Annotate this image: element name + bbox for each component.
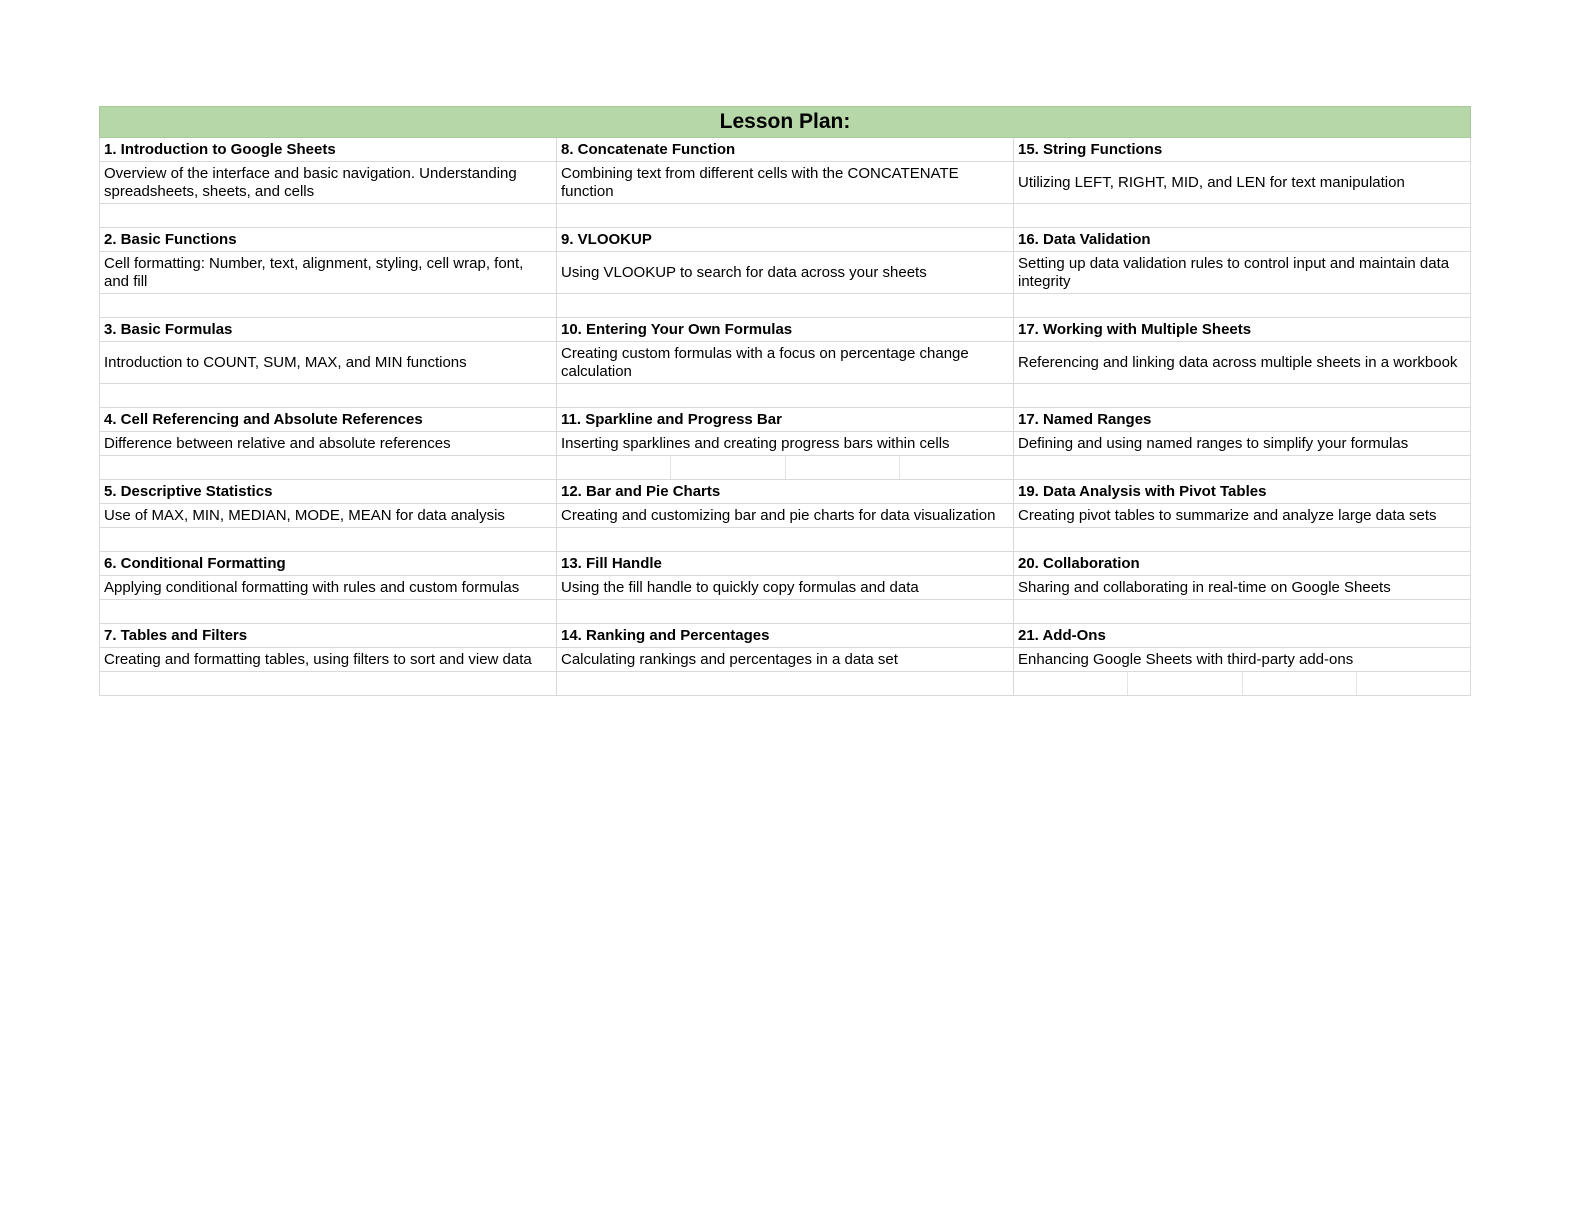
lesson-heading: 9. VLOOKUP [557,228,1014,252]
lesson-description-row [100,252,1471,294]
lesson-heading-row [100,552,1471,576]
table-title: Lesson Plan: [100,107,1471,138]
empty-subcell [900,456,1013,479]
empty-cell [1014,384,1471,408]
lesson-description: Calculating rankings and percentages in a data set [557,648,1014,672]
lesson-description-row [100,648,1471,672]
lesson-description: Creating pivot tables to summarize and analyze large data sets [1014,504,1471,528]
lesson-heading: 19. Data Analysis with Pivot Tables [1014,480,1471,504]
lesson-description: Creating and formatting tables, using filters to sort and view data [100,648,557,672]
spacer-row [100,384,1471,408]
lesson-heading: 16. Data Validation [1014,228,1471,252]
empty-cell [557,294,1014,318]
lesson-description: Referencing and linking data across multiple sheets in a workbook [1014,342,1471,384]
lesson-description-row [100,576,1471,600]
lesson-heading: 3. Basic Formulas [100,318,557,342]
lesson-heading: 1. Introduction to Google Sheets [100,138,557,162]
spacer-row [100,294,1471,318]
lesson-description: Difference between relative and absolute references [100,432,557,456]
empty-cell [557,528,1014,552]
lesson-description: Creating custom formulas with a focus on percentage change calculation [557,342,1014,384]
spacer-row [100,204,1471,228]
empty-subcell [1128,672,1242,695]
empty-subcell [1357,672,1470,695]
lesson-description: Inserting sparklines and creating progress bars within cells [557,432,1014,456]
empty-subcell [671,456,785,479]
lesson-description: Introduction to COUNT, SUM, MAX, and MIN functions [100,342,557,384]
empty-cell [100,456,557,480]
lesson-description: Using the fill handle to quickly copy formulas and data [557,576,1014,600]
lesson-heading-row [100,138,1471,162]
lesson-heading: 4. Cell Referencing and Absolute References [100,408,557,432]
spacer-row [100,456,1471,480]
empty-cell [100,384,557,408]
empty-cell [557,204,1014,228]
lesson-heading: 6. Conditional Formatting [100,552,557,576]
lesson-description: Cell formatting: Number, text, alignment, styling, cell wrap, font, and fill [100,252,557,294]
lesson-heading: 10. Entering Your Own Formulas [557,318,1014,342]
empty-cell [1014,528,1471,552]
lesson-description: Use of MAX, MIN, MEDIAN, MODE, MEAN for data analysis [100,504,557,528]
lesson-heading: 14. Ranking and Percentages [557,624,1014,648]
empty-cell [100,204,557,228]
empty-cell [1014,204,1471,228]
lesson-heading-row [100,318,1471,342]
lesson-heading: 7. Tables and Filters [100,624,557,648]
lesson-description: Sharing and collaborating in real-time on Google Sheets [1014,576,1471,600]
lesson-description: Creating and customizing bar and pie charts for data visualization [557,504,1014,528]
lesson-heading: 17. Working with Multiple Sheets [1014,318,1471,342]
lesson-heading-row [100,408,1471,432]
lesson-heading: 5. Descriptive Statistics [100,480,557,504]
title-row [100,107,1471,138]
spacer-row [100,672,1471,696]
lesson-description-row [100,504,1471,528]
empty-cell [1014,600,1471,624]
split-cell-group [557,456,1013,479]
lesson-description-row [100,162,1471,204]
empty-cell [1014,294,1471,318]
empty-subcell [1243,672,1357,695]
lesson-heading-row [100,228,1471,252]
lesson-heading: 11. Sparkline and Progress Bar [557,408,1014,432]
empty-cell [1014,456,1471,480]
empty-cell [557,384,1014,408]
lesson-description-row [100,432,1471,456]
empty-subcell [557,456,671,479]
empty-cell [100,528,557,552]
lesson-description: Using VLOOKUP to search for data across your sheets [557,252,1014,294]
split-cell-group [1014,672,1470,695]
lesson-heading: 15. String Functions [1014,138,1471,162]
empty-cell [100,600,557,624]
lesson-heading: 20. Collaboration [1014,552,1471,576]
lesson-heading: 12. Bar and Pie Charts [557,480,1014,504]
lesson-description: Defining and using named ranges to simplify your formulas [1014,432,1471,456]
lesson-plan-table [99,106,1471,696]
spacer-row [100,600,1471,624]
lesson-heading: 13. Fill Handle [557,552,1014,576]
empty-cell [100,672,557,696]
lesson-description: Utilizing LEFT, RIGHT, MID, and LEN for text manipulation [1014,162,1471,204]
lesson-heading: 2. Basic Functions [100,228,557,252]
empty-subcell [786,456,900,479]
lesson-description: Enhancing Google Sheets with third-party add-ons [1014,648,1471,672]
lesson-heading: 8. Concatenate Function [557,138,1014,162]
empty-cell-split [557,456,1014,480]
lesson-heading: 21. Add-Ons [1014,624,1471,648]
lesson-heading-row [100,480,1471,504]
lesson-description: Setting up data validation rules to control input and maintain data integrity [1014,252,1471,294]
lesson-description-row [100,342,1471,384]
lesson-description: Combining text from different cells with the CONCATENATE function [557,162,1014,204]
lesson-heading: 17. Named Ranges [1014,408,1471,432]
lesson-description: Overview of the interface and basic navigation. Understanding spreadsheets, sheets, and cells [100,162,557,204]
empty-cell [100,294,557,318]
lesson-heading-row [100,624,1471,648]
empty-cell-split [1014,672,1471,696]
lesson-description: Applying conditional formatting with rules and custom formulas [100,576,557,600]
spacer-row [100,528,1471,552]
empty-subcell [1014,672,1128,695]
empty-cell [557,600,1014,624]
empty-cell [557,672,1014,696]
